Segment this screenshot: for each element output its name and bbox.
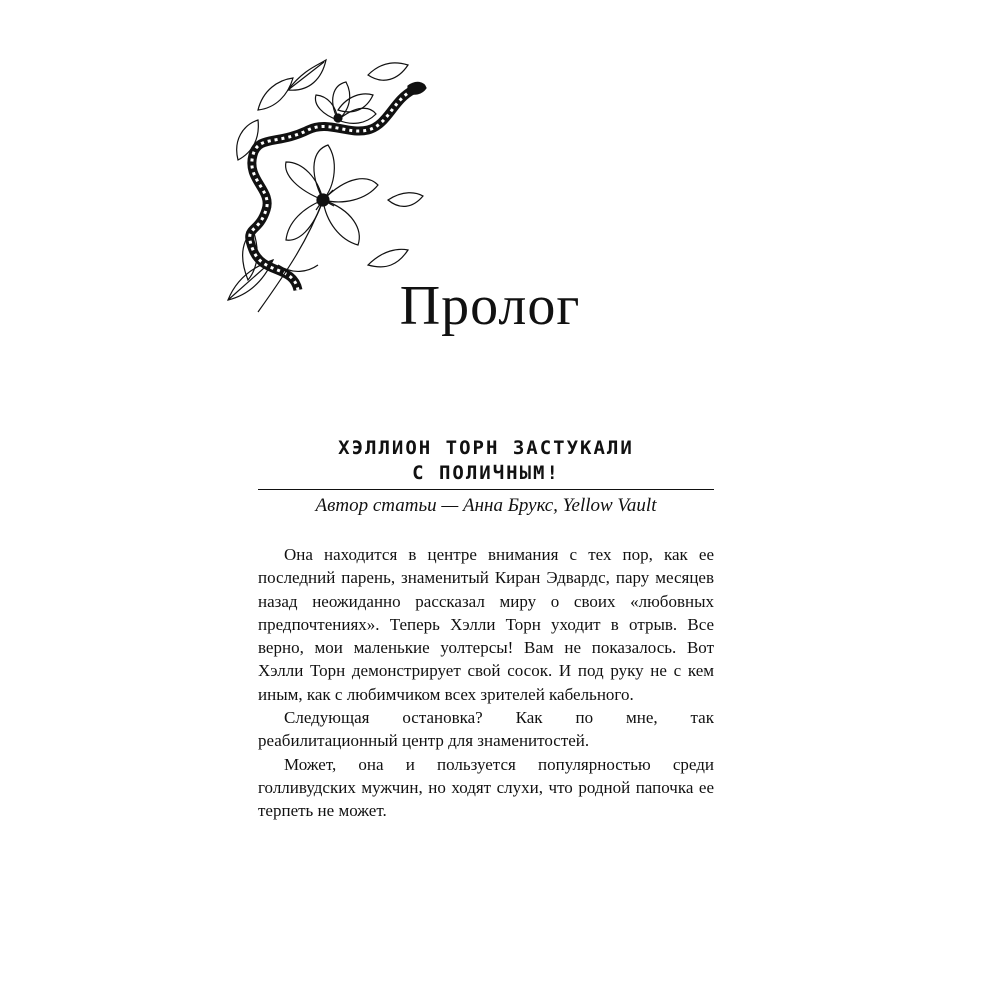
headline-line-1: ХЭЛЛИОН ТОРН ЗАСТУКАЛИ xyxy=(338,437,634,459)
article-paragraph: Следующая остановка? Как по мне, так реабилитационный центр для знаменитостей. xyxy=(258,708,714,751)
chapter-title: Пролог xyxy=(399,275,581,337)
leaf-icon xyxy=(388,193,423,207)
headline-divider xyxy=(258,489,714,490)
leaf-icon xyxy=(368,63,408,80)
article-paragraph: Она находится в центре внимания с тех пор, как ее последний парень, знаменитый Киран Эдвардс, пару месяцев назад неожиданно рассказал миру о своих «любовных предпочтениях». Теперь Хэлли Торн уходит в отрыв. Все верно, мои маленькие уолтерсы! Вам не показалось. Вот Хэлли Торн демонстрирует свой сосок. И под руку не с кем иным, как с любимчиком всех зрителей кабельного. xyxy=(258,545,714,704)
snake-head xyxy=(408,82,426,94)
flower-icon xyxy=(315,82,376,123)
article-paragraph: Может, она и пользуется популярностью среди голливудских мужчин, но ходят слухи, что родной папочка ее терпеть не может. xyxy=(258,754,714,821)
leaf-icon xyxy=(258,78,293,110)
leaf-icon xyxy=(368,249,408,267)
flower-icon xyxy=(286,145,378,245)
article-byline: Автор статьи — Анна Брукс, Yellow Vault xyxy=(315,495,657,516)
article-headline xyxy=(258,436,714,486)
headline-line-2: С ПОЛИЧНЫМ! xyxy=(412,462,560,484)
article-body xyxy=(258,543,714,823)
snake-body xyxy=(250,90,413,290)
